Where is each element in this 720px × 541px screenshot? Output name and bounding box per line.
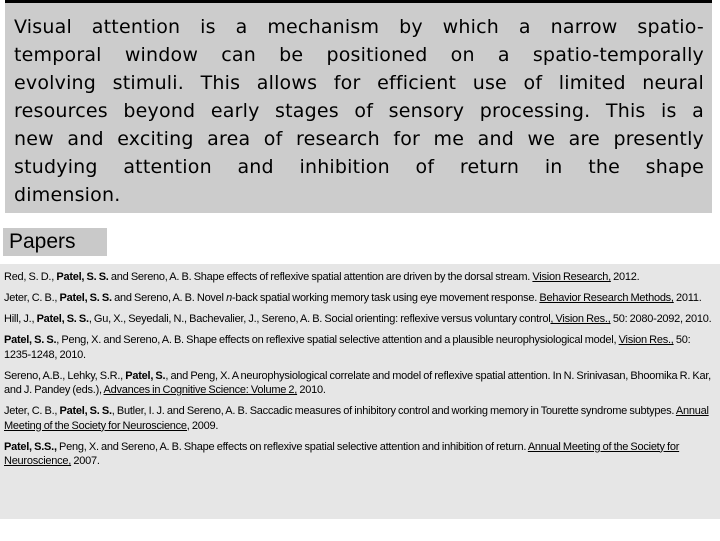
intro-line: resources beyond early stages of sensory processing. This is a: [14, 100, 704, 122]
citation-text: Patel, S.: [125, 369, 166, 382]
citation-text: n: [226, 292, 232, 304]
citation-text: Patel, S.S.,: [4, 440, 57, 453]
citation-text: Patel, S. S.: [56, 271, 109, 283]
citation-journal-link[interactable]: Advances in Cognitive Science: Volume 2,: [103, 384, 298, 396]
citation-text: -back spatial working memory task using eye movement response.: [231, 292, 540, 304]
citation-text: Hill, J.,: [4, 313, 37, 325]
citation-journal-link[interactable]: Behavior Research Methods,: [539, 292, 674, 304]
citation-text: Patel, S. S.: [59, 292, 112, 304]
citation-item: [4, 291, 712, 306]
citation-item: [4, 440, 712, 469]
citation-text: and Sereno, A. B. Shape effects of reflexive spatial attention are driven by the dorsal stream.: [108, 271, 533, 283]
citation-text: Jeter, C. B.,: [4, 405, 60, 417]
citation-text: Patel, S. S.: [4, 334, 57, 346]
citation-item: [4, 333, 712, 362]
papers-heading: Papers: [3, 228, 107, 256]
citation-journal-link[interactable]: Annual Meeting of the Society for Neuroscience,: [4, 440, 680, 467]
citation-journal-link[interactable]: , Vision Res.,: [550, 313, 611, 325]
intro-line: new and exciting area of research for me and we are presently: [14, 128, 704, 150]
citation-journal-link[interactable]: Vision Research,: [532, 271, 611, 283]
citation-text: Red, S. D.,: [4, 271, 57, 283]
citation-text: Jeter, C. B.,: [4, 292, 60, 304]
citation-text: 2012.: [610, 271, 640, 283]
citation-item: [4, 404, 712, 433]
citation-journal-link[interactable]: Vision Res.,: [618, 334, 674, 346]
intro-line: temporal window can be positioned on a spatio-temporally: [14, 44, 704, 66]
intro-line: studying attention and inhibition of return in the shape: [14, 156, 704, 178]
citation-text: 50: 2080-2092, 2010.: [610, 313, 712, 325]
citation-item: [4, 369, 712, 398]
citation-item: [4, 270, 712, 285]
citation-text: and Sereno, A. B. Novel: [111, 292, 227, 304]
intro-text-box: [5, 0, 712, 213]
citation-text: , Butler, I. J. and Sereno, A. B. Saccadic measures of inhibitory control and working memory in Tourette syndrome subtypes.: [111, 405, 676, 417]
citation-text: 2011.: [673, 292, 702, 304]
citation-text: , and Peng, X. A neurophysiological correlate and model of reflexive spatial attention. In N. Srinivasan, Bhoomika R. Kar, and J. Pandey (eds.),: [4, 369, 711, 396]
intro-paragraph: [14, 13, 704, 209]
intro-line: evolving stimuli. This allows for efficient use of limited neural: [14, 72, 704, 94]
citation-text: , Peng, X. and Sereno, A. B. Shape effects on reflexive spatial selective attention and a plausible neurophysiological model,: [56, 334, 619, 346]
citation-text: 50: 1235-1248, 2010.: [4, 334, 691, 361]
intro-line: dimension.: [14, 184, 121, 206]
citation-text: 2007.: [71, 455, 100, 467]
citation-text: 2009.: [189, 419, 219, 432]
citation-text: 2010.: [297, 384, 326, 396]
citations-list: [0, 264, 720, 519]
citation-text: , Gu, X., Seyedali, N., Bachevalier, J., Sereno, A. B. Social orienting: reflexive versus voluntary control: [88, 313, 551, 325]
citation-item: [4, 312, 712, 327]
citation-text: Sereno, A.B., Lehky, S.R.,: [4, 369, 126, 382]
citation-text: Peng, X. and Sereno, A. B. Shape effects on reflexive spatial selective attention and inhibition of return.: [56, 440, 528, 453]
citation-journal-link[interactable]: Annual Meeting of the Society for Neuroscience,: [4, 405, 709, 432]
citation-text: Patel, S. S.: [59, 405, 112, 417]
citation-text: Patel, S. S.: [36, 313, 89, 325]
intro-line: Visual attention is a mechanism by which a narrow spatio-: [14, 16, 704, 38]
